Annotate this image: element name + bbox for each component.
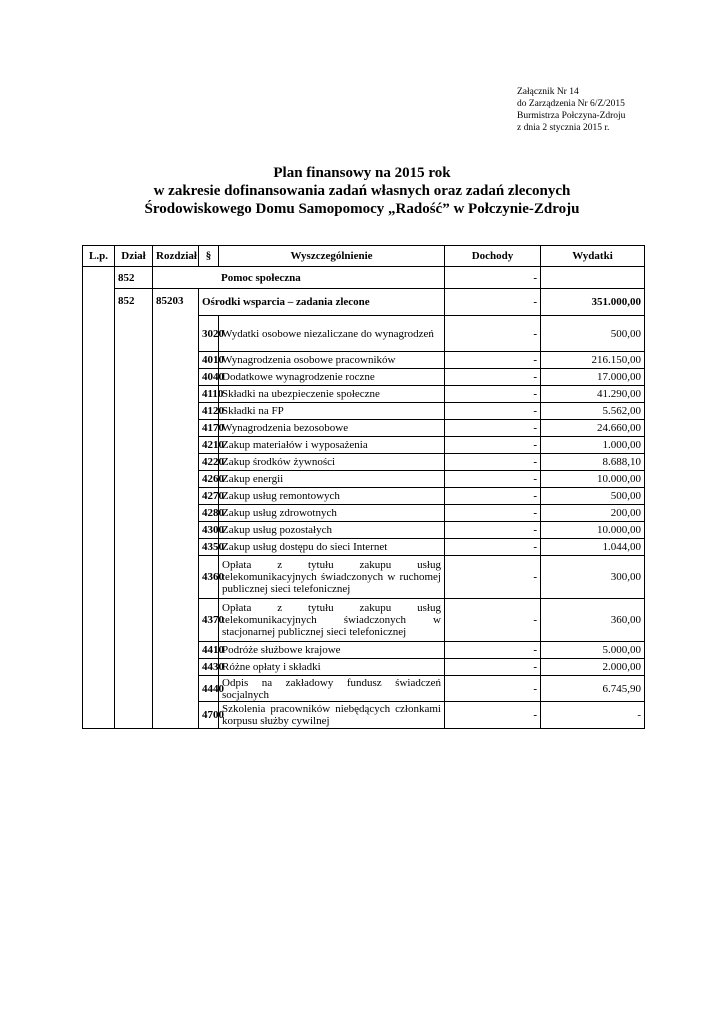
paragraph-code: 4700 [199,702,219,729]
row-dochody: - [445,386,541,403]
paragraph-code: 4010 [199,352,219,369]
row-wydatki: 5.562,00 [541,403,645,420]
header-dzial: Dział [115,246,153,267]
row-wydatki: 1.044,00 [541,539,645,556]
row-dochody: - [445,437,541,454]
title-line-2: w zakresie dofinansowania zadań własnych oraz zadań zleconych [153,183,571,199]
row-description: Zakup usług zdrowotnych [219,505,445,522]
paragraph-code: 3020 [199,316,219,352]
annex-note [517,86,625,134]
paragraph-code: 4430 [199,659,219,676]
paragraph-code: 4280 [199,505,219,522]
row-dochody: - [445,369,541,386]
header-dochody: Dochody [445,246,541,267]
row-description: Zakup materiałów i wyposażenia [219,437,445,454]
row-wydatki: 5.000,00 [541,642,645,659]
section-dochody: - [445,267,541,289]
row-wydatki: 1.000,00 [541,437,645,454]
header-lp: L.p. [83,246,115,267]
row-wydatki: 6.745,90 [541,676,645,702]
section-wydatki [541,267,645,289]
row-wydatki: 10.000,00 [541,471,645,488]
paragraph-code: 4110 [199,386,219,403]
paragraph-code: 4040 [199,369,219,386]
paragraph-code: 4360 [199,556,219,599]
paragraph-code: 4350 [199,539,219,556]
row-dochody: - [445,642,541,659]
row-dochody: - [445,599,541,642]
row-dochody: - [445,420,541,437]
paragraph-code: 4410 [199,642,219,659]
row-description: Zakup usług remontowych [219,488,445,505]
paragraph-code: 4270 [199,488,219,505]
row-description: Szkolenia pracowników niebędących członkami korpusu służby cywilnej [219,702,445,729]
row-wydatki: 24.660,00 [541,420,645,437]
subsection-wydatki: 351.000,00 [541,289,645,316]
header-paragraf: § [199,246,219,267]
title-line-1: Plan finansowy na 2015 rok [273,165,451,181]
row-description: Zakup usług dostępu do sieci Internet [219,539,445,556]
row-dochody: - [445,676,541,702]
section-dzial: 852 [115,267,153,289]
subsection-row [83,289,645,316]
annex-line-2: do Zarządzenia Nr 6/Z/2015 [517,99,625,109]
annex-line-3: Burmistrza Połczyna-Zdroju [517,111,626,121]
document-title [0,164,724,218]
row-wydatki: 500,00 [541,316,645,352]
row-wydatki: 41.290,00 [541,386,645,403]
row-description: Odpis na zakładowy fundusz świadczeń socjalnych [219,676,445,702]
row-description: Wynagrodzenia bezosobowe [219,420,445,437]
row-dochody: - [445,522,541,539]
row-dochody: - [445,403,541,420]
row-description: Zakup środków żywności [219,454,445,471]
row-description: Zakup energii [219,471,445,488]
row-description: Różne opłaty i składki [219,659,445,676]
header-wydatki: Wydatki [541,246,645,267]
paragraph-code: 4440 [199,676,219,702]
paragraph-code: 4120 [199,403,219,420]
paragraph-code: 4220 [199,454,219,471]
paragraph-code: 4170 [199,420,219,437]
row-description: Opłata z tytułu zakupu usług telekomunikacyjnych świadczonych w ruchomej publicznej sieci telefonicznej [219,556,445,599]
header-row [83,246,645,267]
section-name: Pomoc społeczna [153,267,445,289]
row-wydatki: 17.000,00 [541,369,645,386]
row-dochody: - [445,488,541,505]
row-wydatki: 300,00 [541,556,645,599]
row-dochody: - [445,539,541,556]
subsection-rozdzial: 85203 [153,289,199,729]
row-dochody: - [445,702,541,729]
row-dochody: - [445,352,541,369]
row-wydatki: 2.000,00 [541,659,645,676]
row-wydatki: 216.150,00 [541,352,645,369]
paragraph-code: 4300 [199,522,219,539]
row-wydatki: 200,00 [541,505,645,522]
row-wydatki: 500,00 [541,488,645,505]
lp-cell [83,267,115,729]
row-wydatki: 8.688,10 [541,454,645,471]
row-description: Składki na FP [219,403,445,420]
row-description: Wydatki osobowe niezaliczane do wynagrodzeń [219,316,445,352]
row-wydatki: 360,00 [541,599,645,642]
annex-line-1: Załącznik Nr 14 [517,87,579,97]
row-dochody: - [445,556,541,599]
row-dochody: - [445,471,541,488]
row-description: Wynagrodzenia osobowe pracowników [219,352,445,369]
row-dochody: - [445,659,541,676]
row-wydatki: - [541,702,645,729]
row-description: Zakup usług pozostałych [219,522,445,539]
section-row [83,267,645,289]
row-description: Opłata z tytułu zakupu usług telekomunikacyjnych świadczonych w stacjonarnej publicznej sieci telefonicznej [219,599,445,642]
title-line-3: Środowiskowego Domu Samopomocy „Radość” w Połczynie-Zdroju [144,201,580,217]
financial-plan-table [82,245,645,729]
subsection-name: Ośrodki wsparcia – zadania zlecone [199,289,445,316]
subsection-dzial: 852 [115,289,153,729]
row-dochody: - [445,454,541,471]
paragraph-code: 4210 [199,437,219,454]
annex-line-4: z dnia 2 stycznia 2015 r. [517,123,610,133]
row-wydatki: 10.000,00 [541,522,645,539]
row-dochody: - [445,505,541,522]
paragraph-code: 4260 [199,471,219,488]
row-dochody: - [445,316,541,352]
row-description: Dodatkowe wynagrodzenie roczne [219,369,445,386]
row-description: Składki na ubezpieczenie społeczne [219,386,445,403]
row-description: Podróże służbowe krajowe [219,642,445,659]
header-rozdzial: Rozdział [153,246,199,267]
subsection-dochody: - [445,289,541,316]
paragraph-code: 4370 [199,599,219,642]
header-wyszczegolnienie: Wyszczególnienie [219,246,445,267]
